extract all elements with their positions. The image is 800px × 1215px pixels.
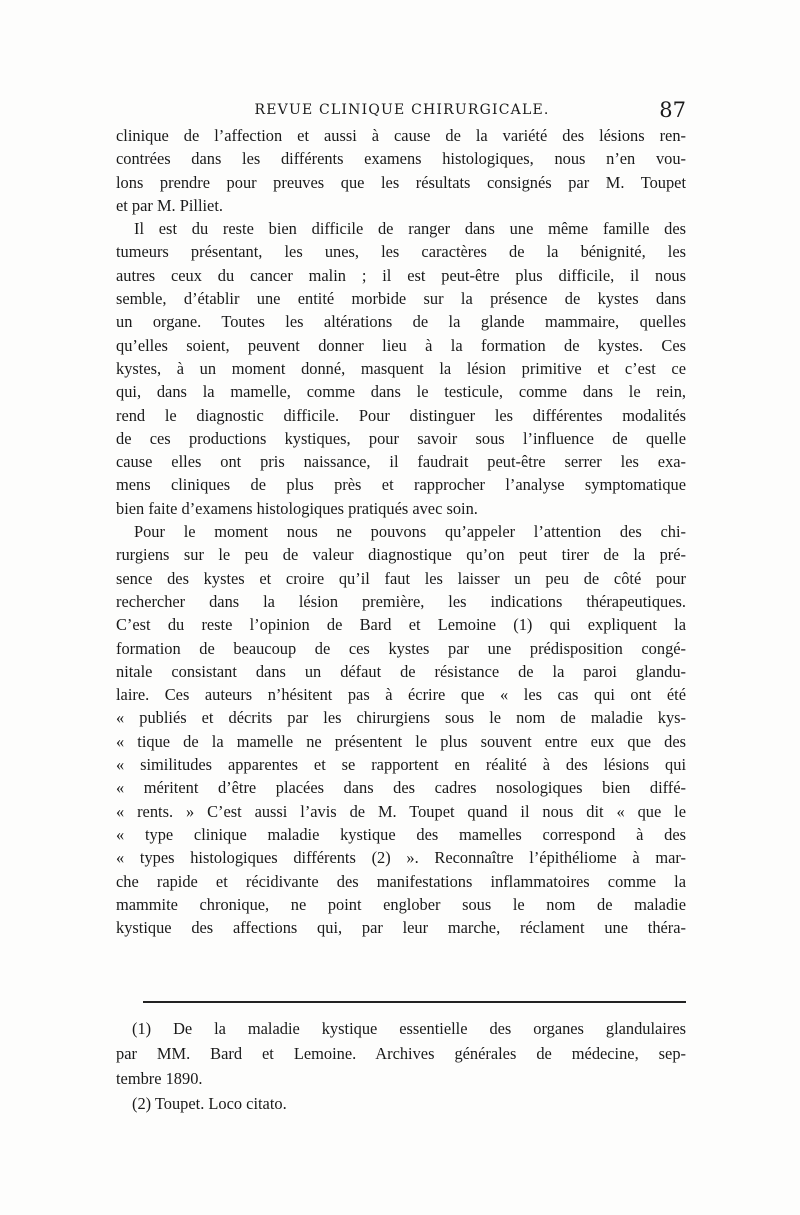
text-line: bien faite d’examens histologiques pratiqués avec soin.: [116, 498, 478, 518]
text-line: de ces productions kystiques, pour savoir sous l’influence de quelle: [116, 428, 686, 448]
text-line: Pour le moment nous ne pouvons qu’appeler l’attention des chi-: [134, 522, 686, 542]
text-line: rechercher dans la lésion première, les indications thérapeutiques.: [116, 591, 686, 611]
text-line: sence des kystes et croire qu’il faut les laisser un peu de côté pour: [116, 568, 686, 588]
text-line: « type clinique maladie kystique des mamelles correspond à des: [116, 824, 686, 844]
text-line: mens cliniques de plus près et rapprocher l’analyse symptomatique: [116, 475, 686, 495]
footnote-line: (2) Toupet. Loco citato.: [132, 1094, 287, 1113]
text-line: « rents. » C’est aussi l’avis de M. Toupet quand il nous dit « que le: [116, 801, 686, 821]
text-line: semble, d’établir une entité morbide sur la présence de kystes dans: [116, 289, 686, 309]
text-line: clinique de l’affection et aussi à cause de la variété des lésions ren-: [116, 126, 686, 145]
text-line: « méritent d’être placées dans des cadres nosologiques bien diffé-: [116, 778, 686, 798]
footnote-line: tembre 1890.: [116, 1069, 203, 1088]
footnote-line: (1) De la maladie kystique essentielle des organes glandulaires: [132, 1019, 686, 1038]
text-line: lons prendre pour preuves que les résultats consignés par M. Toupet: [116, 172, 686, 192]
text-line: laire. Ces auteurs n’hésitent pas à écrire que « les cas qui ont été: [116, 685, 686, 705]
text-line: « publiés et décrits par les chirurgiens sous le nom de maladie kys-: [116, 708, 686, 728]
text-line: C’est du reste l’opinion de Bard et Lemoine (1) qui expliquent la: [116, 615, 686, 635]
text-line: cause elles ont pris naissance, il faudrait peut-être serrer les exa-: [116, 452, 686, 472]
text-line: rurgiens sur le peu de valeur diagnostique qu’on peut tirer de la pré-: [116, 545, 686, 565]
text-line: kystes, à un moment donné, masquent la lésion primitive et c’est ce: [116, 358, 686, 378]
text-line: tumeurs présentant, les unes, les caractères de la bénignité, les: [116, 242, 686, 262]
footnotes: [116, 1016, 686, 1116]
text-line: mammite chronique, ne point englober sous le nom de maladie: [116, 894, 686, 914]
footnote-separator: [143, 1001, 686, 1003]
text-line: un organe. Toutes les altérations de la glande mammaire, quelles: [116, 312, 686, 332]
text-line: contrées dans les différents examens histologiques, nous n’en vou-: [116, 149, 686, 169]
text-line: « tique de la mamelle ne présentent le plus souvent entre eux que des: [116, 731, 686, 751]
body-text: [116, 124, 686, 939]
text-line: qui, dans la mamelle, comme dans le testicule, comme dans le rein,: [116, 382, 686, 402]
text-line: che rapide et récidivante des manifestations inflammatoires comme la: [116, 871, 686, 891]
text-line: autres ceux du cancer malin ; il est peut-être plus difficile, il nous: [116, 265, 686, 285]
text-line: qu’elles soient, peuvent donner lieu à la formation de kystes. Ces: [116, 335, 686, 355]
text-line: et par M. Pilliet.: [116, 195, 223, 215]
running-header: [118, 98, 686, 124]
text-line: formation de beaucoup de ces kystes par une prédisposition congé-: [116, 638, 686, 658]
text-line: Il est du reste bien difficile de ranger dans une même famille des: [134, 219, 686, 239]
text-line: « types histologiques différents (2) ». Reconnaître l’épithéliome à mar-: [116, 848, 686, 868]
text-line: nitale consistant dans un défaut de résistance de la paroi glandu-: [116, 661, 686, 681]
text-line: kystique des affections qui, par leur marche, réclament une théra-: [116, 918, 686, 938]
text-line: rend le diagnostic difficile. Pour distinguer les différentes modalités: [116, 405, 686, 425]
page-number: 87: [659, 98, 686, 122]
running-title: REVUE CLINIQUE CHIRURGICALE.: [254, 102, 550, 118]
text-line: « similitudes apparentes et se rapportent en réalité à des lésions qui: [116, 755, 686, 775]
footnote-line: par MM. Bard et Lemoine. Archives générales de médecine, sep-: [116, 1044, 686, 1063]
